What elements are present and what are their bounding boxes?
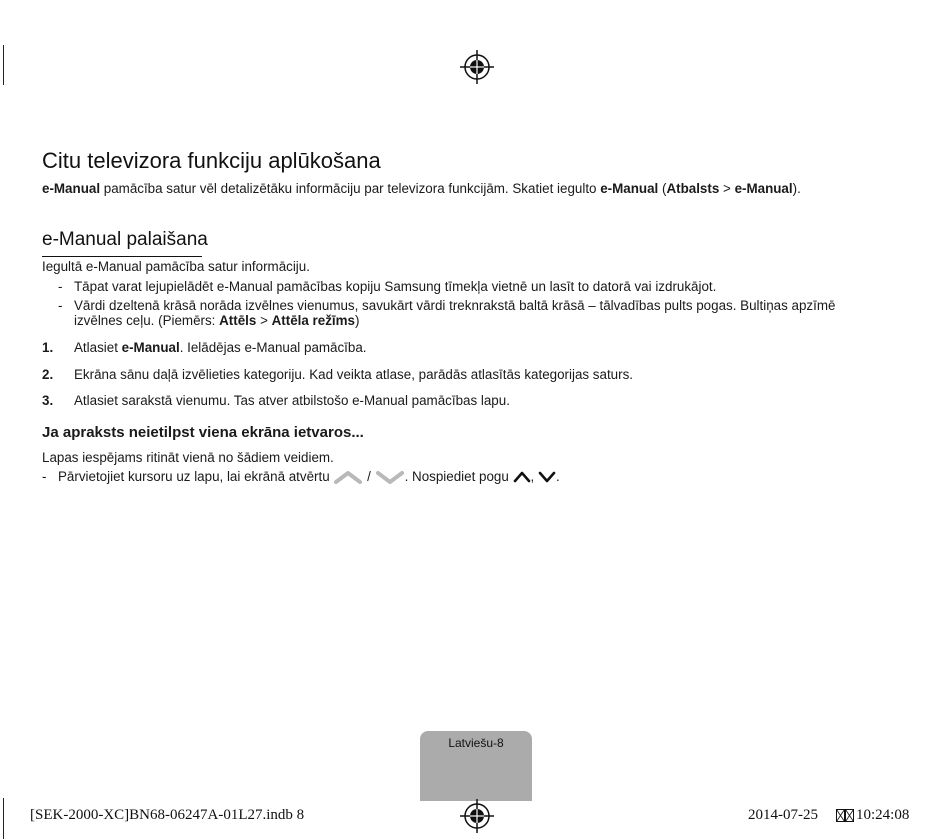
bullet-text-continued: [74, 313, 359, 328]
bullet-dash: -: [42, 469, 47, 484]
registration-mark-icon: [460, 799, 494, 833]
bullet-item: [58, 279, 908, 294]
page-number-tab: [420, 731, 532, 801]
subsection-heading: Ja apraksts neietilpst viena ekrāna ietvaros...: [42, 424, 364, 441]
intro-text: >: [719, 181, 735, 196]
subsection-paragraph: Lapas iespējams ritināt vienā no šādiem veidiem.: [42, 450, 334, 465]
bullet-text: izvēlnes ceļu. (Piemērs:: [74, 313, 220, 328]
numbered-step: [42, 393, 842, 411]
step-text: [74, 340, 367, 355]
bullet-text: Vārdi dzeltenā krāsā norāda izvēlnes vienumus, savukārt vārdi treknrakstā baltā krāsā – tālvadības pults pogas. Bultiņas apzīmē: [74, 298, 836, 313]
page-title: Citu televizora funkciju aplūkošana: [42, 148, 381, 173]
footer-date: 2014-07-25: [748, 807, 818, 823]
bullet-text: Tāpat varat lejupielādēt e-Manual pamācības kopiju Samsung tīmekļa vietnē un lasīt to datorā vai izdrukājot.: [74, 279, 717, 294]
intro-text: (: [658, 181, 667, 196]
chevron-up-icon: [513, 470, 531, 484]
menu-item-emphasis: Attēls: [219, 313, 257, 328]
registration-mark-icon: [460, 50, 494, 84]
bullet-item: [42, 469, 862, 489]
step-text-part: . Ielādējas e-Manual pamācība.: [179, 340, 367, 355]
scroll-down-arrow-icon: [375, 469, 405, 485]
bullet-text: ): [354, 313, 360, 328]
crop-mark-bottom: [3, 798, 4, 839]
intro-emphasis: e-Manual: [42, 181, 101, 196]
section-heading-underline: [42, 256, 202, 257]
step-text-part: Atlasiet: [74, 340, 122, 355]
step-emphasis: e-Manual: [121, 340, 180, 355]
chevron-down-icon: [538, 470, 556, 484]
bullet-text-part: .: [555, 469, 560, 484]
numbered-step: [42, 340, 842, 358]
bullet-text-part: Pārvietojiet kursoru uz lapu, lai ekrānā atvērtu: [58, 469, 334, 484]
step-number: 2.: [42, 367, 54, 382]
crop-mark-top: [3, 45, 4, 85]
step-number: 1.: [42, 340, 54, 355]
missing-glyph-icon: [836, 809, 854, 823]
bullet-text-part: ,: [530, 469, 538, 484]
bullet-text: [58, 469, 560, 485]
bullet-item: [58, 298, 908, 330]
bullet-text-part: . Nospiediet pogu: [404, 469, 513, 484]
step-text: Atlasiet sarakstā vienumu. Tas atver atbilstošo e-Manual pamācības lapu.: [74, 393, 510, 408]
intro-emphasis: e-Manual: [600, 181, 659, 196]
intro-emphasis: e-Manual: [734, 181, 793, 196]
intro-paragraph: [42, 181, 801, 196]
menu-item-emphasis: Attēla režīms: [271, 313, 355, 328]
step-number: 3.: [42, 393, 54, 408]
page-number-label: Latviešu-8: [448, 736, 504, 750]
footer-time: 10:24:08: [856, 807, 910, 823]
section-paragraph: Iegultā e-Manual pamācība satur informāciju.: [42, 259, 310, 274]
bullet-dash: -: [58, 279, 63, 294]
section-heading: e-Manual palaišana: [42, 229, 208, 250]
step-text: Ekrāna sānu daļā izvēlieties kategoriju. Kad veikta atlase, parādās atlasītās kategorijas saturs.: [74, 367, 633, 382]
intro-text: pamācība satur vēl detalizētāku informāciju par televizora funkcijām. Skatiet iegulto: [100, 181, 601, 196]
intro-text: ).: [792, 181, 801, 196]
intro-emphasis: Atbalsts: [666, 181, 720, 196]
bullet-text-part: /: [363, 469, 375, 484]
numbered-step: [42, 367, 842, 385]
bullet-dash: -: [58, 298, 63, 313]
footer-filename: [SEK-2000-XC]BN68-06247A-01L27.indb 8: [30, 807, 305, 823]
scroll-up-arrow-icon: [333, 469, 363, 485]
bullet-separator: >: [256, 313, 272, 328]
